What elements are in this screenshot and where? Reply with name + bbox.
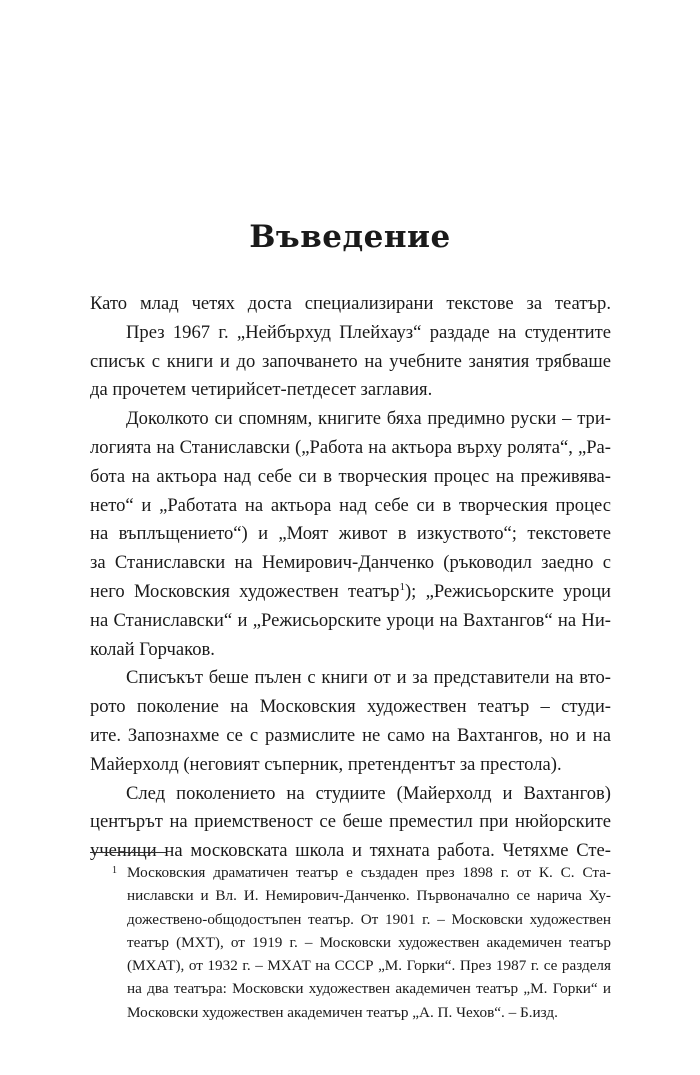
text-line: рото поколение на Московския художествен театър – студи- [90, 696, 611, 718]
text-line: Като млад четях доста специализирани текстове за театър. [90, 293, 611, 314]
footnote-line: (МХАТ), от 1932 г. – МХАТ на СССР „М. Горки“. През 1987 г. се разделя [127, 957, 611, 975]
body-text [90, 290, 611, 866]
text-line: ученици на московската школа и тяхната работа. Четяхме Сте- [90, 840, 611, 862]
text-line: центърът на приемственост се беше преместил при нюйорските [90, 811, 611, 833]
footnote-line: на два театъра: Московски художествен академичен театър „М. Горки“ и [127, 980, 611, 998]
footnote-reference[interactable]: 1 [399, 580, 405, 593]
footnote-line: Московски художествен академичен театър „А. П. Чехов“. – Б.изд. [127, 1003, 558, 1021]
text-line: логията на Станиславски („Работа на актьора върху ролята“, „Ра- [90, 436, 611, 458]
chapter-title: Въведение [249, 219, 451, 255]
text-line: списък с книги и до започването на учебните занятия трябваше [90, 350, 611, 372]
footnote-marker: 1 [112, 865, 117, 876]
text-line: за Станиславски на Немирович-Данченко (ръководил заедно с [90, 552, 611, 574]
footnote [90, 861, 611, 1024]
text-line: нето“ и „Работата на актьора над себе си в творческия процес [90, 494, 611, 516]
text-segment: ); „Режисьорските уроци [404, 580, 611, 602]
text-line: През 1967 г. „Нейбърхуд Плейхауз“ раздаде на студентите [126, 321, 611, 343]
text-line-with-footnote [90, 578, 611, 607]
text-line: След поколението на студиите (Майерхолд и Вахтангов) [126, 782, 611, 804]
footnote-line: дожествено-общодостъпен театър. От 1901 г. – Московски художествен [127, 910, 611, 928]
footnote-divider [90, 852, 166, 853]
text-segment: него Московския художествен театър [90, 580, 400, 602]
text-line: Доколкото си спомням, книгите бяха предимно руски – три- [126, 408, 611, 430]
text-line: ите. Запознахме се с размислите не само на Вахтангов, но и на [90, 724, 611, 746]
text-line: да прочетем четирийсет-петдесет заглавия. [90, 379, 433, 401]
footnote-line: Московския драматичен театър е създаден през 1898 г. от К. С. Ста- [127, 864, 611, 881]
text-line: Списъкът беше пълен с книги от и за представители на вто- [126, 667, 611, 689]
text-line: колай Горчаков. [90, 638, 215, 660]
footnote-line: ниславски и Вл. И. Немирович-Данченко. Първоначално се нарича Ху- [127, 887, 611, 905]
text-line: на въплъщението“) и „Моят живот в изкуството“; текстовете [90, 523, 611, 545]
footnote-line: театър (МХТ), от 1919 г. – Московски художествен академичен театър [127, 933, 611, 951]
text-line: бота на актьора над себе си в творческия процес на преживява- [90, 465, 611, 487]
text-line: Майерхолд (неговият съперник, претендентът за престола). [90, 753, 562, 775]
text-line: на Станиславски“ и „Режисьорските уроци на Вахтангов“ на Ни- [90, 609, 611, 631]
